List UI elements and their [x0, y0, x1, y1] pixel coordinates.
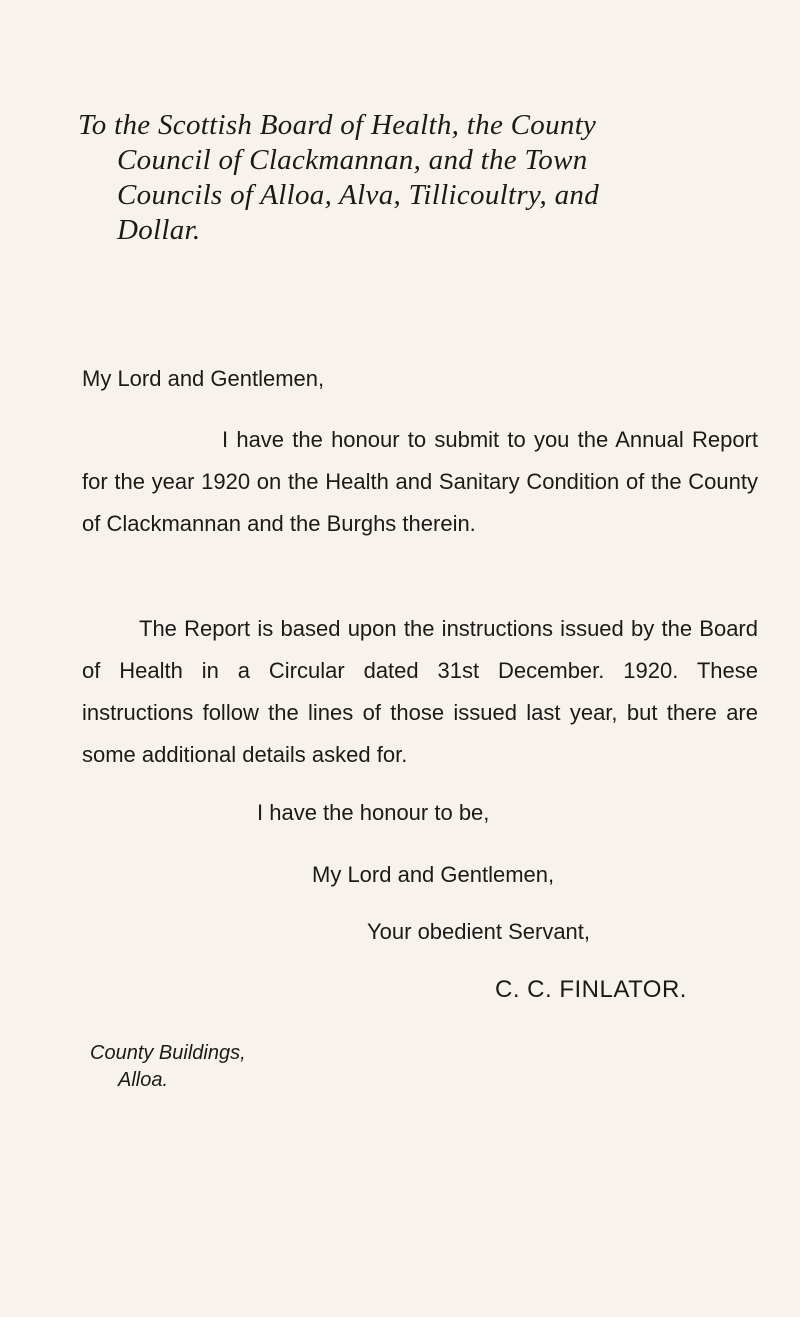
closing-line-1: I have the honour to be,	[257, 800, 490, 825]
address-block	[78, 108, 768, 248]
location-block	[90, 1040, 246, 1094]
address-line-2: Council of Clackmannan, and the Town	[117, 144, 588, 176]
address-line-4: Dollar.	[117, 214, 201, 246]
paragraph-1	[82, 419, 758, 545]
salutation: My Lord and Gentlemen,	[82, 366, 325, 391]
address-line-1: To the Scottish Board of Health, the County	[78, 109, 597, 141]
paragraph-1-text: I have the honour to submit to you the Annual Report for the year 1920 on the Health and Sanitary Condition of the County of Clackmannan and the Burghs therein.	[82, 427, 758, 536]
closing-line-3: Your obedient Servant,	[367, 919, 591, 944]
paragraph-2	[82, 608, 758, 776]
location-line-1: County Buildings,	[90, 1042, 246, 1064]
closing-line-2: My Lord and Gentlemen,	[312, 862, 555, 887]
address-line-3: Councils of Alloa, Alva, Tillicoultry, and	[117, 179, 599, 211]
paragraph-2-text: The Report is based upon the instructions issued by the Board of Health in a Circular dated 31st December. 1920. These instructions follow the lines of those issued last year, but there are some additional details asked for.	[82, 616, 758, 767]
location-line-2: Alloa.	[118, 1069, 169, 1091]
signature: C. C. FINLATOR.	[495, 976, 687, 1003]
